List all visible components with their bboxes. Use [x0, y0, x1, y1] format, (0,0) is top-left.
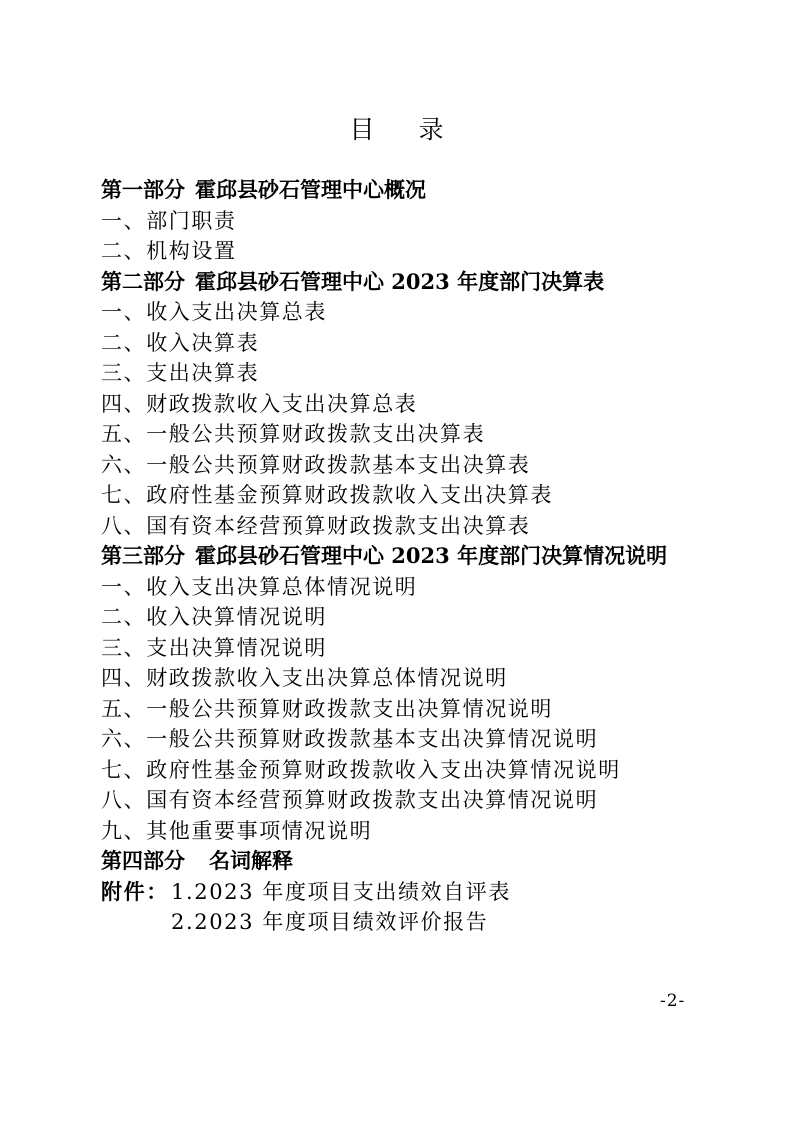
- toc-item: 二、机构设置: [101, 239, 237, 263]
- page-number: -2-: [660, 991, 686, 1011]
- toc-part-3-heading: [101, 541, 771, 572]
- toc-part-1-heading: [101, 175, 771, 206]
- toc-item: 三、支出决算表: [101, 361, 260, 385]
- toc-item: 四、财政拨款收入支出决算总表: [101, 391, 418, 416]
- toc-item: 五、一般公共预算财政拨款支出决算表: [101, 422, 486, 446]
- toc-part-4-heading: [101, 846, 771, 877]
- toc-item: 三、支出决算情况说明: [101, 635, 327, 660]
- toc-item: 六、一般公共预算财政拨款基本支出决算表: [101, 452, 531, 477]
- toc-item: 一、部门职责: [101, 208, 237, 233]
- toc-item: 五、一般公共预算财政拨款支出决算情况说明: [101, 696, 553, 721]
- part-1-name: 霍邱县砂石管理中心概况: [195, 177, 426, 202]
- toc-part-2-heading: [101, 267, 771, 298]
- toc-item: 九、其他重要事项情况说明: [101, 818, 373, 843]
- toc-item: 二、收入决算表: [101, 330, 260, 355]
- toc-item: 二、收入决算情况说明: [101, 605, 327, 629]
- attachment-line: [101, 877, 771, 908]
- attachment-label: 附件：: [101, 878, 169, 904]
- toc-item: 一、收入支出决算总体情况说明: [101, 574, 418, 599]
- toc-item: 六、一般公共预算财政拨款基本支出决算情况说明: [101, 727, 599, 751]
- part-3-label: 第三部分: [101, 543, 185, 568]
- toc-item: 七、政府性基金预算财政拨款收入支出决算表: [101, 483, 553, 507]
- toc-item: 八、国有资本经营预算财政拨款支出决算表: [101, 513, 531, 538]
- part-3-name: 霍邱县砂石管理中心 2023 年度部门决算情况说明: [195, 543, 668, 568]
- toc-item: 一、收入支出决算总表: [101, 300, 327, 324]
- part-2-label: 第二部分: [101, 268, 185, 294]
- table-of-contents: [101, 175, 771, 938]
- part-4-label: 第四部分: [101, 848, 185, 873]
- part-1-label: 第一部分: [101, 177, 185, 202]
- toc-item: 八、国有资本经营预算财政拨款支出决算情况说明: [101, 788, 599, 812]
- page-title: 目 录: [349, 115, 462, 144]
- attachment-item: 1.2023 年度项目支出绩效自评表: [171, 879, 511, 904]
- toc-item: 四、财政拨款收入支出决算总体情况说明: [101, 666, 508, 690]
- toc-item: 七、政府性基金预算财政拨款收入支出决算情况说明: [101, 757, 621, 782]
- part-4-name: 名词解释: [209, 848, 293, 873]
- attachment-item: 2.2023 年度项目绩效评价报告: [171, 910, 489, 934]
- part-2-name: 霍邱县砂石管理中心 2023 年度部门决算表: [195, 268, 605, 294]
